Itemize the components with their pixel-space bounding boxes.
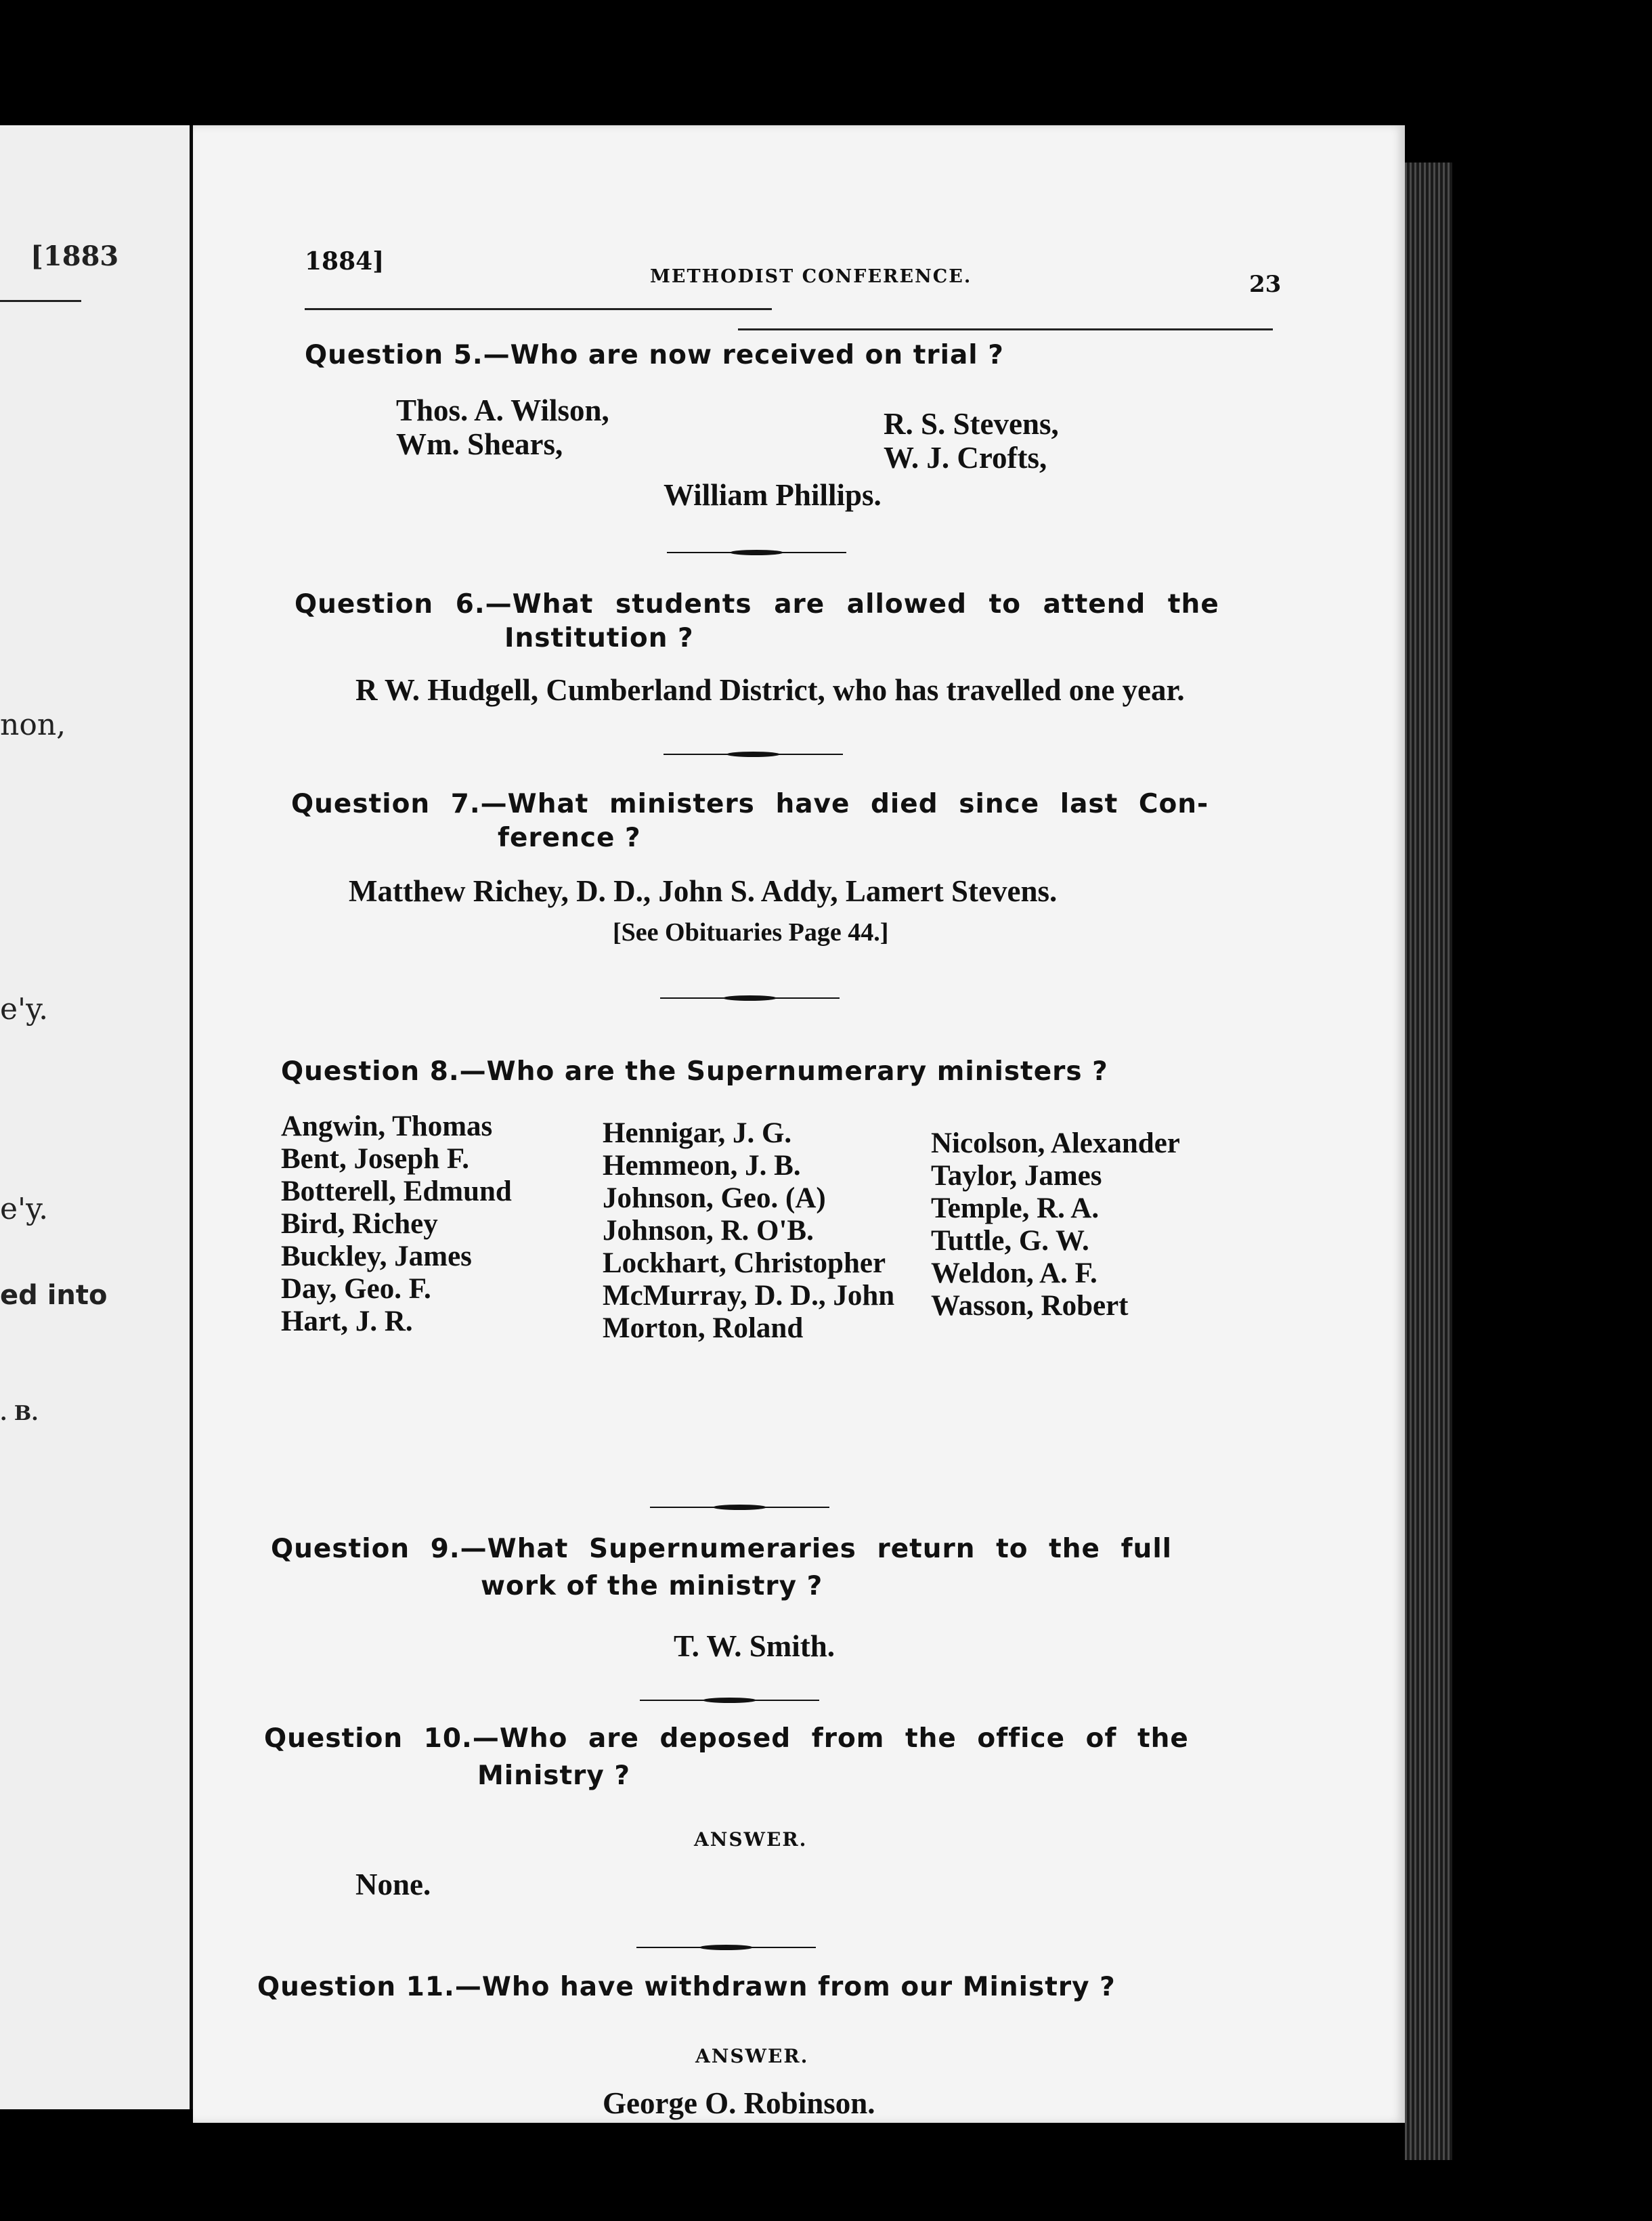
list-item: Angwin, Thomas [281, 1110, 493, 1142]
section-divider [664, 752, 843, 757]
question-10: Question 10.—Who are deposed from the office of the [264, 1723, 1189, 1754]
supernumerary-column-2 [603, 1117, 894, 1345]
header-rule-right [738, 328, 1273, 330]
header-rule-left [305, 308, 772, 310]
left-fragment-3: e'y. [0, 1192, 49, 1226]
section-divider [650, 1505, 829, 1510]
supernumerary-column-3 [931, 1127, 1180, 1322]
document-page [193, 125, 1405, 2123]
book-page-edges [1405, 163, 1452, 2160]
q11-answer-heading: ANSWER. [695, 2045, 809, 2067]
left-facing-page [0, 125, 190, 2109]
list-item: Lockhart, Christopher [603, 1247, 886, 1279]
question-6-cont: Institution ? [504, 623, 694, 653]
question-9: Question 9.—What Supernumeraries return to the full [271, 1534, 1173, 1564]
list-item: Hennigar, J. G. [603, 1117, 792, 1149]
left-fragment-4: ed into [0, 1280, 108, 1311]
page-number: 23 [1249, 271, 1282, 298]
q7-answer: Matthew Richey, D. D., John S. Addy, Lamert Stevens. [349, 874, 1058, 908]
q9-answer: T. W. Smith. [674, 1629, 835, 1663]
left-fragment-5: . B. [0, 1402, 39, 1425]
list-item: Johnson, R. O'B. [603, 1215, 814, 1247]
question-6: Question 6.—What students are allowed to attend the [295, 589, 1219, 620]
q10-answer-heading: ANSWER. [694, 1828, 808, 1851]
section-divider [636, 1945, 816, 1950]
q5-name-stevens: R. S. Stevens, [884, 407, 1059, 441]
q5-name-wilson: Thos. A. Wilson, [396, 393, 609, 427]
question-5: Question 5.—Who are now received on trial ? [305, 340, 1004, 370]
list-item: Hemmeon, J. B. [603, 1150, 801, 1182]
list-item: Hart, J. R. [281, 1306, 413, 1337]
section-divider [640, 1698, 819, 1703]
q5-name-shears: Wm. Shears, [396, 427, 563, 461]
list-item: Weldon, A. F. [931, 1257, 1097, 1289]
question-9-cont: work of the ministry ? [481, 1571, 823, 1601]
list-item: Taylor, James [931, 1160, 1102, 1192]
q5-name-crofts: W. J. Crofts, [884, 441, 1047, 475]
q7-obituary-note: [See Obituaries Page 44.] [613, 918, 889, 947]
list-item: Johnson, Geo. (A) [603, 1182, 826, 1214]
q6-answer: R W. Hudgell, Cumberland District, who has travelled one year. [355, 673, 1185, 707]
question-11: Question 11.—Who have withdrawn from our Ministry ? [257, 1972, 1116, 2002]
left-page-year: [1883 [30, 240, 119, 272]
q11-answer: George O. Robinson. [603, 2086, 875, 2120]
running-title: METHODIST CONFERENCE. [650, 266, 972, 287]
question-10-cont: Ministry ? [477, 1761, 631, 1791]
left-page-rule [0, 300, 81, 302]
list-item: Nicolson, Alexander [931, 1127, 1180, 1159]
list-item: Botterell, Edmund [281, 1176, 512, 1207]
header-year: 1884] [305, 247, 385, 276]
supernumerary-column-1 [281, 1110, 512, 1338]
question-7: Question 7.—What ministers have died since last Con- [291, 789, 1209, 819]
list-item: McMurray, D. D., John [603, 1280, 895, 1312]
left-fragment-2: e'y. [0, 992, 49, 1027]
list-item: Temple, R. A. [931, 1192, 1100, 1224]
section-divider [667, 550, 846, 555]
section-divider [660, 995, 840, 1001]
list-item: Bird, Richey [281, 1208, 438, 1240]
list-item: Bent, Joseph F. [281, 1143, 469, 1175]
question-7-cont: ference ? [498, 823, 641, 853]
q5-name-phillips: William Phillips. [664, 478, 882, 512]
list-item: Morton, Roland [603, 1312, 804, 1344]
list-item: Day, Geo. F. [281, 1273, 431, 1305]
list-item: Tuttle, G. W. [931, 1225, 1089, 1257]
list-item: Buckley, James [281, 1241, 472, 1272]
list-item: Wasson, Robert [931, 1290, 1129, 1322]
question-8: Question 8.—Who are the Supernumerary ministers ? [281, 1056, 1108, 1087]
left-fragment-1: non, [0, 708, 66, 742]
q10-answer: None. [355, 1868, 431, 1901]
